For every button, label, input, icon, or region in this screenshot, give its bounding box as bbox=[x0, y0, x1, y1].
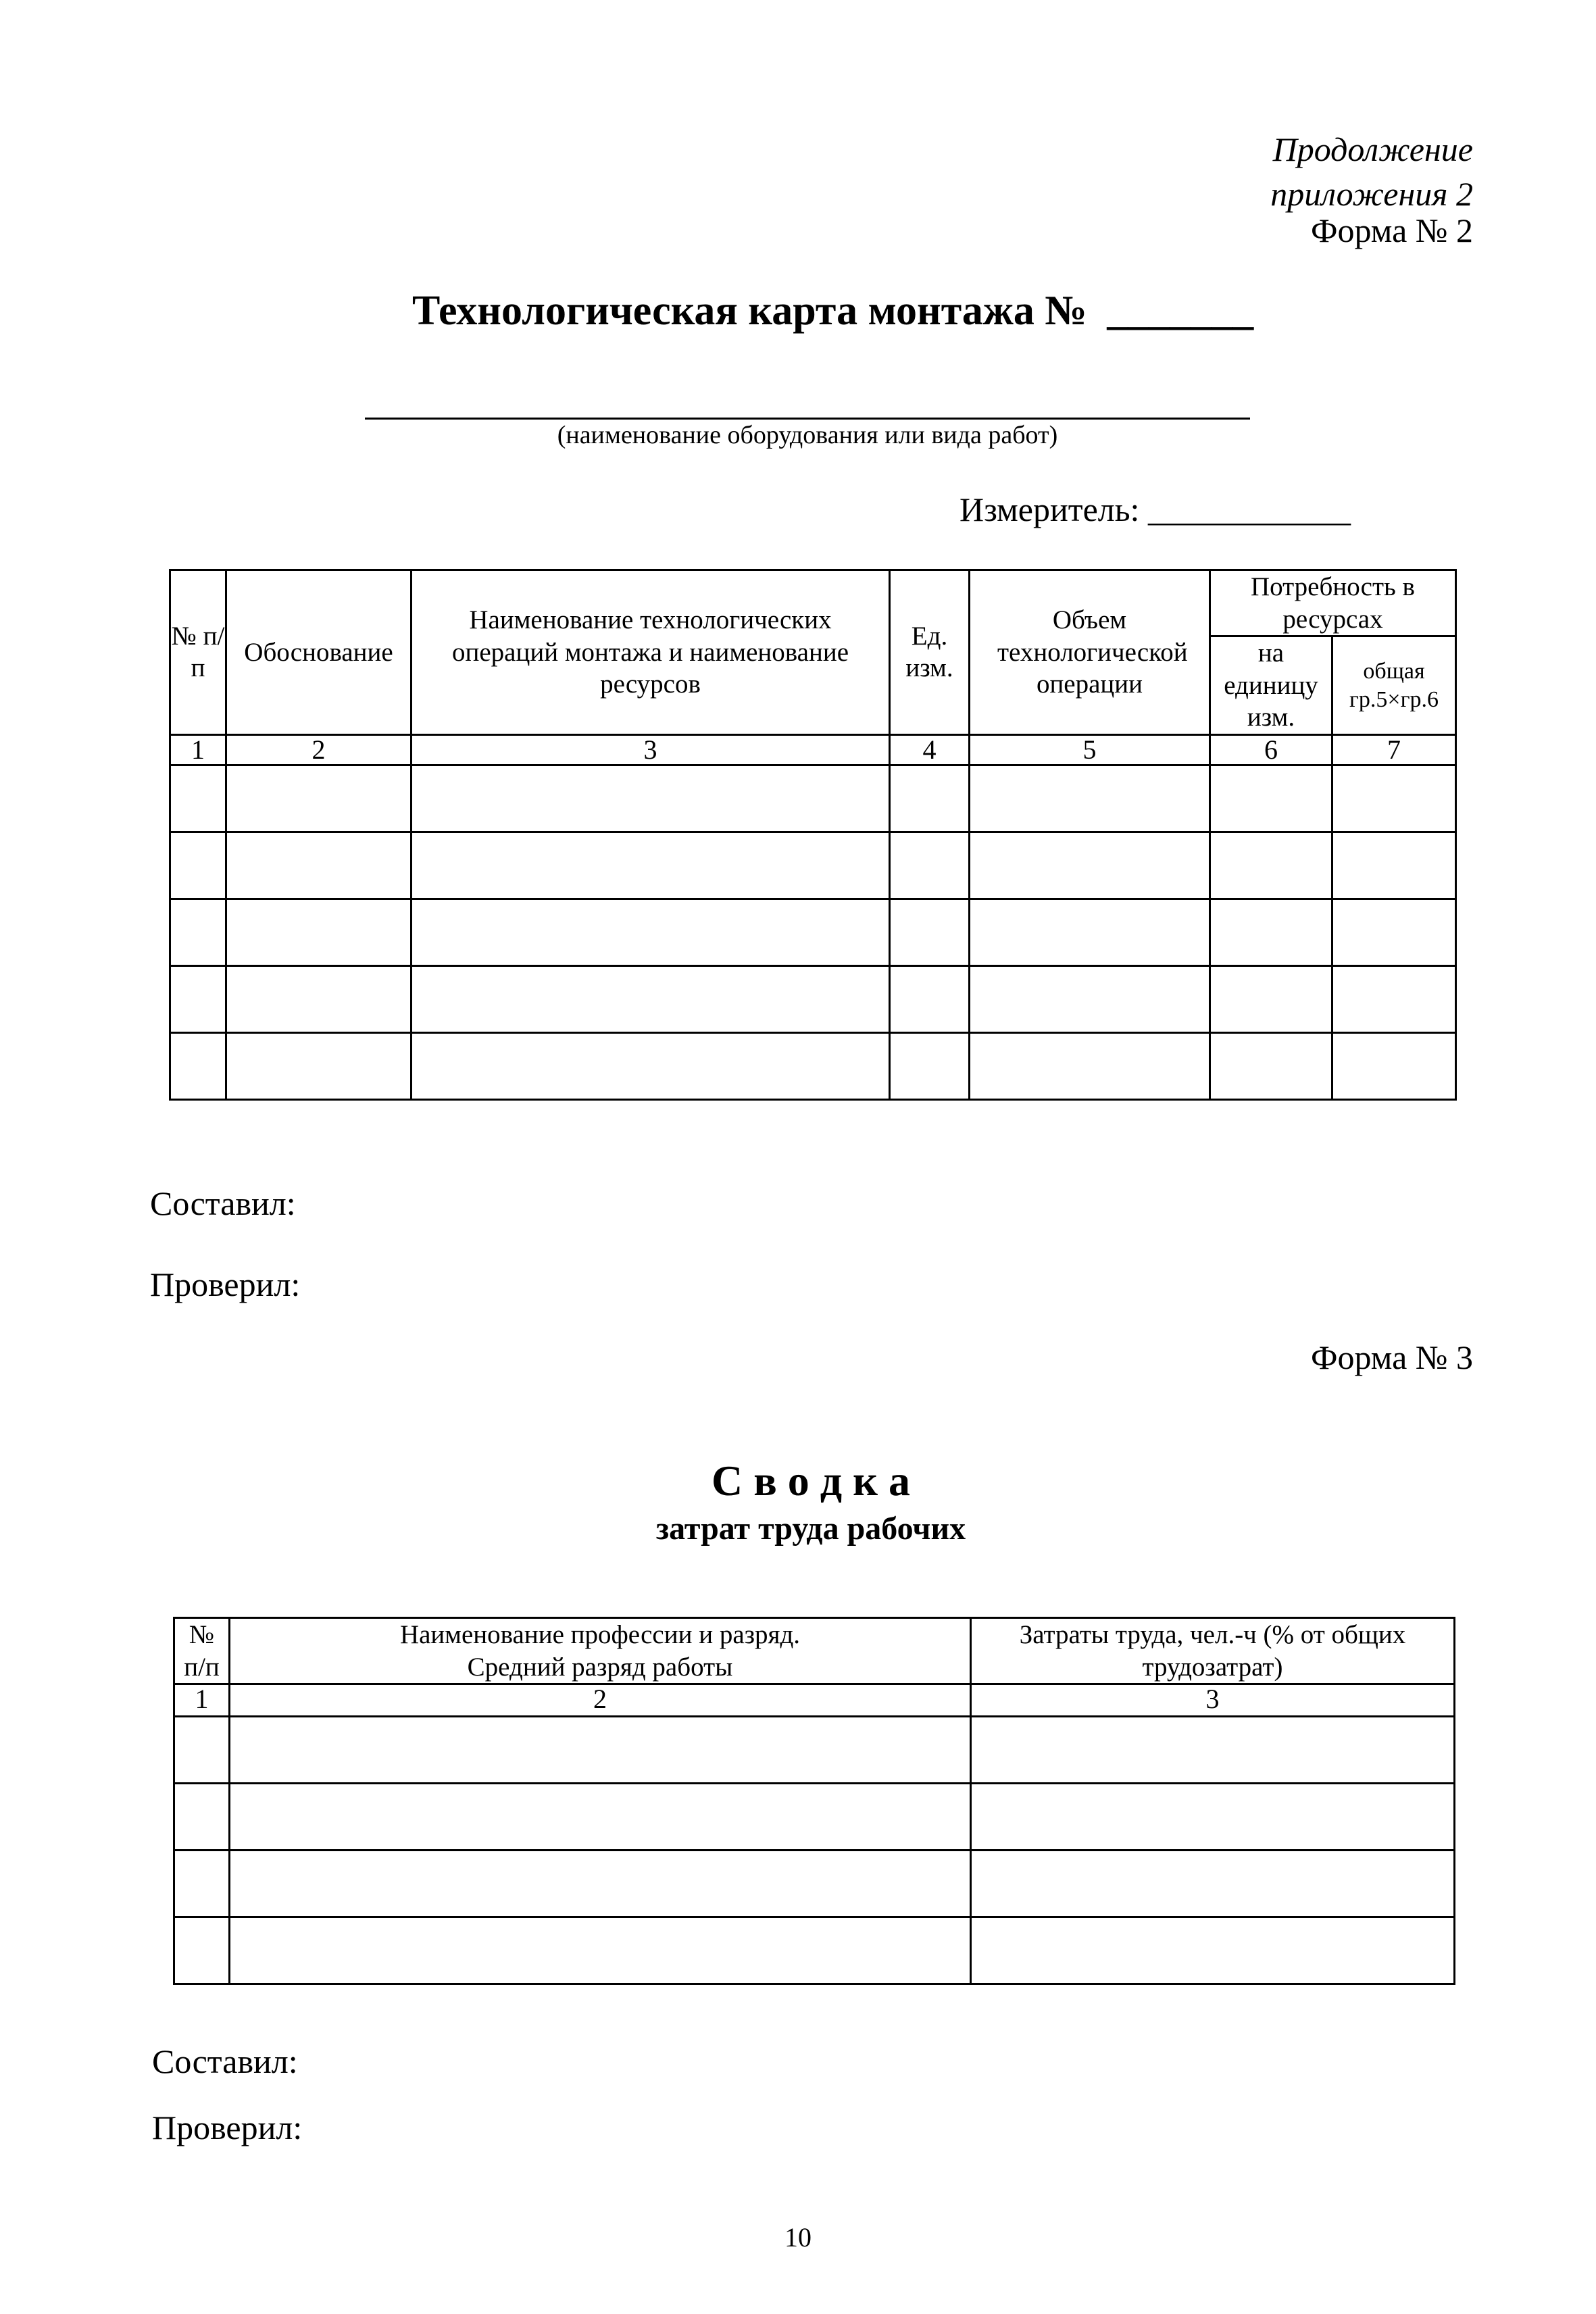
form2-title-blank: _______ bbox=[1107, 288, 1254, 334]
measure-label: Измеритель: bbox=[959, 491, 1140, 528]
equipment-line[interactable] bbox=[365, 418, 1250, 420]
table-cell[interactable] bbox=[230, 1917, 971, 1984]
col-header-profession: Наименование профессии и разряд. Средний разряд работы bbox=[230, 1618, 971, 1684]
table-row bbox=[170, 899, 1456, 965]
table-row bbox=[174, 1851, 1455, 1917]
table-cell[interactable] bbox=[412, 899, 890, 965]
form2-title-block bbox=[412, 287, 1291, 335]
table-row bbox=[170, 832, 1456, 899]
form2-header-row bbox=[170, 570, 1456, 636]
table-cell[interactable] bbox=[170, 965, 226, 1032]
form2-title: Технологическая карта монтажа № bbox=[412, 288, 1087, 334]
form2-compiled-label: Составил: bbox=[150, 1184, 296, 1222]
col-header-npp: № п/п bbox=[170, 570, 226, 735]
table-cell[interactable] bbox=[174, 1784, 230, 1851]
form2-table bbox=[169, 569, 1457, 1101]
table-cell[interactable] bbox=[890, 832, 970, 899]
table-row bbox=[170, 1032, 1456, 1099]
table-cell[interactable] bbox=[1332, 765, 1456, 832]
table-cell[interactable] bbox=[970, 899, 1210, 965]
table-cell[interactable] bbox=[412, 832, 890, 899]
table-cell[interactable] bbox=[226, 965, 412, 1032]
table-cell[interactable] bbox=[1210, 832, 1332, 899]
table-cell[interactable] bbox=[1210, 965, 1332, 1032]
table-cell[interactable] bbox=[970, 965, 1210, 1032]
col-number: 3 bbox=[412, 734, 890, 765]
form3-label: Форма № 3 bbox=[1311, 1338, 1473, 1376]
table-cell[interactable] bbox=[226, 1032, 412, 1099]
table-cell[interactable] bbox=[1332, 832, 1456, 899]
form3-subtitle: затрат труда рабочих bbox=[655, 1511, 966, 1546]
table-cell[interactable] bbox=[970, 1032, 1210, 1099]
table-cell[interactable] bbox=[1332, 899, 1456, 965]
table-cell[interactable] bbox=[170, 832, 226, 899]
table-cell[interactable] bbox=[170, 765, 226, 832]
form3-compiled-label: Составил: bbox=[152, 2042, 298, 2080]
table-row bbox=[170, 765, 1456, 832]
continuation-note bbox=[1149, 127, 1473, 216]
table-cell[interactable] bbox=[971, 1784, 1455, 1851]
table-cell[interactable] bbox=[1210, 765, 1332, 832]
form3-table bbox=[173, 1617, 1455, 1985]
table-cell[interactable] bbox=[230, 1717, 971, 1784]
table-cell[interactable] bbox=[1332, 1032, 1456, 1099]
col-number: 1 bbox=[174, 1684, 230, 1717]
form3-header-row bbox=[174, 1618, 1455, 1684]
table-cell[interactable] bbox=[230, 1851, 971, 1917]
form3-number-row bbox=[174, 1684, 1455, 1717]
table-cell[interactable] bbox=[170, 899, 226, 965]
table-cell[interactable] bbox=[174, 1851, 230, 1917]
col-number: 6 bbox=[1210, 734, 1332, 765]
col-number: 4 bbox=[890, 734, 970, 765]
col-header-labor: Затраты труда, чел.-ч (% от общих трудозатрат) bbox=[971, 1618, 1455, 1684]
form2-number-row bbox=[170, 734, 1456, 765]
table-cell[interactable] bbox=[1210, 899, 1332, 965]
table-cell[interactable] bbox=[226, 832, 412, 899]
col-number: 3 bbox=[971, 1684, 1455, 1717]
table-cell[interactable] bbox=[971, 1851, 1455, 1917]
form3-checked-label: Проверил: bbox=[152, 2109, 303, 2146]
table-cell[interactable] bbox=[230, 1784, 971, 1851]
col-header-unit: Ед. изм. bbox=[890, 570, 970, 735]
col-header-per-unit: на единицу изм. bbox=[1210, 636, 1332, 735]
col-number: 5 bbox=[970, 734, 1210, 765]
measure-blank[interactable]: ____________ bbox=[1147, 491, 1351, 528]
table-cell[interactable] bbox=[890, 1032, 970, 1099]
table-row bbox=[174, 1784, 1455, 1851]
equipment-caption: (наименование оборудования или вида работ) bbox=[557, 421, 1058, 449]
table-cell[interactable] bbox=[970, 765, 1210, 832]
col-header-basis: Обоснование bbox=[226, 570, 412, 735]
table-cell[interactable] bbox=[174, 1717, 230, 1784]
col-number: 1 bbox=[170, 734, 226, 765]
col-header-operations: Наименование технологических операций монтажа и наименование ресурсов bbox=[412, 570, 890, 735]
col-header-total: общая гр.5×гр.6 bbox=[1332, 636, 1456, 735]
table-cell[interactable] bbox=[412, 965, 890, 1032]
col-number: 2 bbox=[230, 1684, 971, 1717]
table-row bbox=[170, 965, 1456, 1032]
table-cell[interactable] bbox=[1210, 1032, 1332, 1099]
table-cell[interactable] bbox=[890, 965, 970, 1032]
table-cell[interactable] bbox=[226, 765, 412, 832]
measure-row bbox=[959, 490, 1473, 529]
table-row bbox=[174, 1717, 1455, 1784]
table-cell[interactable] bbox=[174, 1917, 230, 1984]
page-number: 10 bbox=[784, 2222, 812, 2253]
col-header-resources-group: Потребность в ресурсах bbox=[1210, 570, 1456, 636]
table-cell[interactable] bbox=[971, 1717, 1455, 1784]
col-header-volume: Объем технологической операции bbox=[970, 570, 1210, 735]
col-number: 7 bbox=[1332, 734, 1456, 765]
col-header-npp: № п/п bbox=[174, 1618, 230, 1684]
table-cell[interactable] bbox=[412, 765, 890, 832]
table-cell[interactable] bbox=[971, 1917, 1455, 1984]
form3-title: С в о д к а bbox=[711, 1457, 911, 1505]
table-cell[interactable] bbox=[170, 1032, 226, 1099]
table-cell[interactable] bbox=[412, 1032, 890, 1099]
col-number: 2 bbox=[226, 734, 412, 765]
table-cell[interactable] bbox=[890, 899, 970, 965]
form2-label: Форма № 2 bbox=[1311, 211, 1473, 249]
table-cell[interactable] bbox=[1332, 965, 1456, 1032]
table-cell[interactable] bbox=[970, 832, 1210, 899]
continuation-line1: Продолжение bbox=[1272, 130, 1473, 168]
form2-checked-label: Проверил: bbox=[150, 1265, 301, 1303]
table-cell[interactable] bbox=[226, 899, 412, 965]
continuation-line2: приложения 2 bbox=[1270, 175, 1473, 213]
table-cell[interactable] bbox=[890, 765, 970, 832]
table-row bbox=[174, 1917, 1455, 1984]
